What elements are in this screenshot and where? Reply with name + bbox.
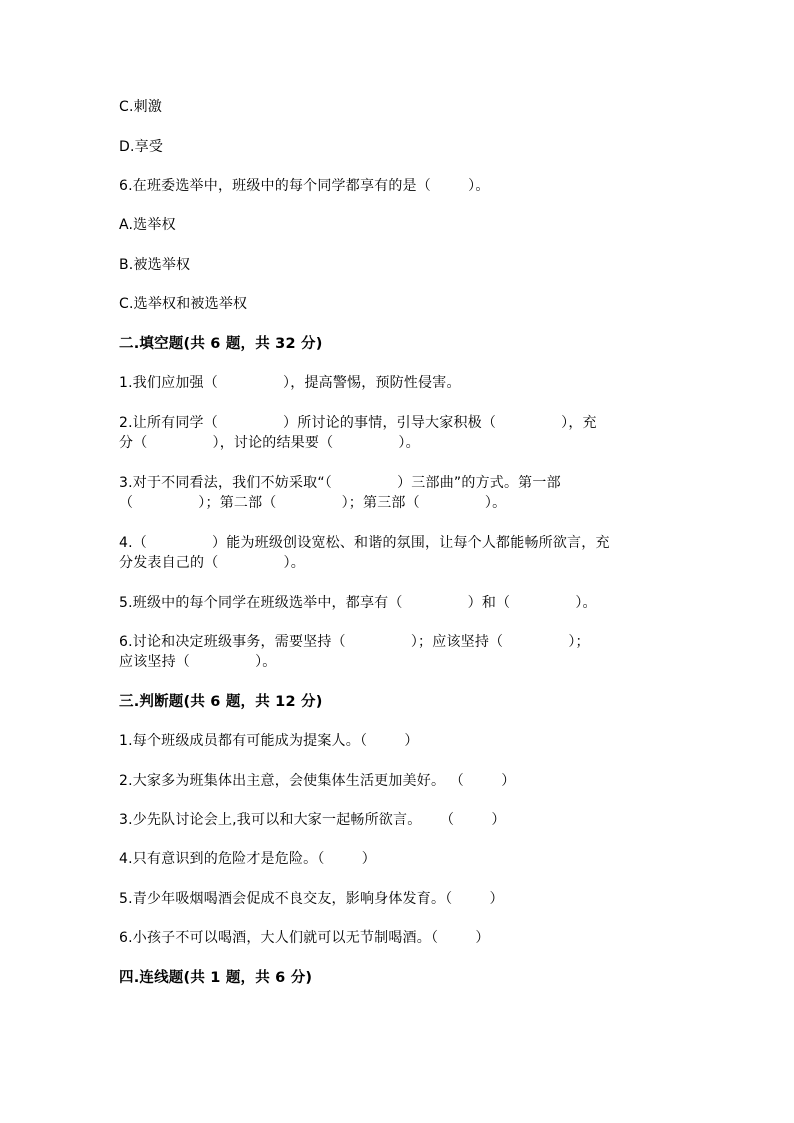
judge-question-3: 3.少先队讨论会上,我可以和大家一起畅所欲言。 （ ） — [119, 812, 506, 828]
fill-question-4-line-1: 4.（ ）能为班级创设宽松、和谐的氛围，让每个人都能畅所欲言，充 — [119, 535, 610, 551]
fill-question-3-line-2: （ ）；第二部（ ）；第三部（ ）。 — [119, 495, 507, 511]
judge-question-4: 4.只有意识到的危险才是危险。（ ） — [119, 851, 376, 867]
fill-question-1: 1.我们应加强（ ），提高警惕，预防性侵害。 — [119, 375, 461, 391]
option-a-right-to-vote: A.选举权 — [119, 217, 176, 233]
fill-question-6-line-2: 应该坚持（ ）。 — [119, 654, 277, 670]
section-3-heading: 三.判断题(共 6 题，共 12 分) — [119, 694, 323, 710]
judge-question-5: 5.青少年吸烟喝酒会促成不良交友，影响身体发育。（ ） — [119, 891, 504, 907]
judge-question-1: 1.每个班级成员都有可能成为提案人。（ ） — [119, 733, 419, 749]
fill-question-6-line-1: 6.讨论和决定班级事务，需要坚持（ ）；应该坚持（ ）； — [119, 634, 590, 650]
option-d-enjoyment: D.享受 — [119, 139, 164, 155]
question-6-stem: 6.在班委选举中，班级中的每个同学都享有的是（ ）。 — [119, 178, 490, 194]
judge-question-6: 6.小孩子不可以喝酒，大人们就可以无节制喝酒。（ ） — [119, 930, 490, 946]
option-b-right-to-be-elected: B.被选举权 — [119, 257, 191, 273]
section-2-heading: 二.填空题(共 6 题，共 32 分) — [119, 336, 323, 352]
fill-question-2-line-1: 2.让所有同学（ ）所讨论的事情，引导大家积极（ ），充 — [119, 415, 597, 431]
fill-question-4-line-2: 分发表自己的（ ）。 — [119, 555, 305, 571]
fill-question-3-line-1: 3.对于不同看法，我们不妨采取“（ ）三部曲”的方式。第一部 — [119, 475, 561, 491]
option-c-both-rights: C.选举权和被选举权 — [119, 296, 248, 312]
option-c-stimulation: C.刺激 — [119, 99, 163, 115]
judge-question-2: 2.大家多为班集体出主意，会使集体生活更加美好。 （ ） — [119, 773, 516, 789]
fill-question-5: 5.班级中的每个同学在班级选举中，都享有（ ）和（ ）。 — [119, 595, 597, 611]
section-4-heading: 四.连线题(共 1 题，共 6 分) — [119, 970, 313, 986]
fill-question-2-line-2: 分（ ），讨论的结果要（ ）。 — [119, 435, 420, 451]
